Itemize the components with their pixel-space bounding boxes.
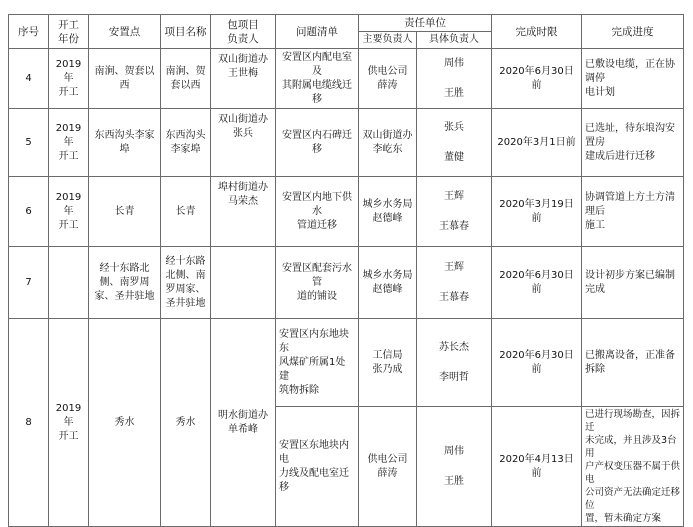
cell-problem: 安置区内石碑迁移	[276, 109, 359, 177]
cell-problem: 安置区内东地块东 风煤矿所属1处建 筑物拆除	[276, 319, 359, 407]
cell-package-owner: 明水街道办 单希峰	[211, 319, 276, 527]
specific-person-2: 王胜	[444, 87, 464, 99]
table-row	[9, 177, 684, 247]
cell-year: 2019年 开工	[49, 319, 89, 527]
cell-seq: 4	[9, 49, 49, 109]
cell-specific-responsible	[417, 319, 492, 407]
header-year: 开工 年份	[49, 15, 89, 49]
cell-seq: 7	[9, 247, 49, 319]
cell-main-responsible: 城乡水务局 赵德峰	[359, 247, 417, 319]
header-site: 安置点	[89, 15, 161, 49]
cell-deadline: 2020年6月30日前	[492, 247, 582, 319]
specific-person-1: 王辉	[444, 190, 464, 202]
specific-person-1: 周伟	[444, 57, 464, 69]
cell-main-responsible: 供电公司 薛涛	[359, 407, 417, 527]
cell-package-owner: 埠村街道办 马荣杰	[211, 177, 276, 247]
cell-progress: 已搬离设备，正准备拆除	[582, 319, 684, 407]
cell-site: 经十东路北 侧、南罗周 家、圣井驻地	[89, 247, 161, 319]
cell-specific-responsible	[417, 247, 492, 319]
cell-main-responsible: 供电公司 薛涛	[359, 49, 417, 109]
cell-progress: 已进行现场勘查，因拆迁 未完成，并且涉及3台用 户产权变压器不属于供电 公司资产无法确定迁移位 置，暂未确定方案	[582, 407, 684, 527]
cell-problem: 安置区内地下供水 管道迁移	[276, 177, 359, 247]
table-row	[9, 319, 684, 407]
cell-main-responsible: 城乡水务局 赵德峰	[359, 177, 417, 247]
cell-site: 秀水	[89, 319, 161, 527]
cell-site: 东西沟头李家 埠	[89, 109, 161, 177]
cell-problem: 安置区配套污水管 道的铺设	[276, 247, 359, 319]
header-progress: 完成进度	[582, 15, 684, 49]
header-responsible-unit: 责任单位	[359, 15, 492, 32]
specific-person-2: 王慕春	[439, 291, 469, 303]
cell-main-responsible: 双山街道办 李屹东	[359, 109, 417, 177]
cell-seq: 5	[9, 109, 49, 177]
cell-deadline: 2020年6月30日前	[492, 49, 582, 109]
cell-problem: 安置区内配电室及 其附属电缆线迁移	[276, 49, 359, 109]
specific-person-2: 王胜	[444, 475, 464, 487]
header-project: 项目名称	[161, 15, 211, 49]
cell-package-owner: 双山街道办 王世梅	[211, 49, 276, 109]
specific-person-1: 苏长杰	[439, 341, 469, 353]
cell-project: 东西沟头 李家埠	[161, 109, 211, 177]
cell-year: 2019年 开工	[49, 177, 89, 247]
header-main-responsible: 主要负责人	[359, 32, 417, 49]
specific-person-1: 张兵	[444, 121, 464, 133]
specific-person-2: 董健	[444, 151, 464, 163]
cell-deadline: 2020年6月30日前	[492, 319, 582, 407]
cell-project: 经十东路 北侧、南 罗周家、 圣井驻地	[161, 247, 211, 319]
header-specific-responsible: 具体负责人	[417, 32, 492, 49]
cell-deadline: 2020年3月1日前	[492, 109, 582, 177]
cell-progress: 设计初步方案已编制完成	[582, 247, 684, 319]
cell-year: 2019年 开工	[49, 49, 89, 109]
cell-specific-responsible	[417, 49, 492, 109]
cell-seq: 8	[9, 319, 49, 527]
cell-site: 南涧、贺套以 西	[89, 49, 161, 109]
cell-progress: 协调管道上方土方清理后 施工	[582, 177, 684, 247]
cell-deadline: 2020年4月13日前	[492, 407, 582, 527]
specific-person-1: 王辉	[444, 261, 464, 273]
specific-person-2: 李明哲	[439, 371, 469, 383]
cell-project: 长青	[161, 177, 211, 247]
cell-progress: 已敷设电缆，正在协调停 电计划	[582, 49, 684, 109]
header-problem: 问题清单	[276, 15, 359, 49]
cell-project: 南涧、贺 套以西	[161, 49, 211, 109]
cell-problem: 安置区东地块内电 力线及配电室迁移	[276, 407, 359, 527]
specific-person-2: 王慕春	[439, 220, 469, 232]
table-row	[9, 49, 684, 109]
header-seq: 序号	[9, 15, 49, 49]
cell-project: 秀水	[161, 319, 211, 527]
cell-site: 长青	[89, 177, 161, 247]
table-row	[9, 247, 684, 319]
cell-year: 2019年 开工	[49, 109, 89, 177]
cell-package-owner	[211, 247, 276, 319]
cell-seq: 6	[9, 177, 49, 247]
specific-person-1: 周伟	[444, 445, 464, 457]
table-row	[9, 109, 684, 177]
responsibility-table	[8, 14, 684, 527]
cell-deadline: 2020年3月19日前	[492, 177, 582, 247]
cell-main-responsible: 工信局 张乃成	[359, 319, 417, 407]
cell-specific-responsible	[417, 177, 492, 247]
header-package-owner: 包项目 负责人	[211, 15, 276, 49]
cell-package-owner: 双山街道办 张兵	[211, 109, 276, 177]
header-deadline: 完成时限	[492, 15, 582, 49]
cell-progress: 已选址，待东埌沟安置房 建成后进行迁移	[582, 109, 684, 177]
cell-specific-responsible	[417, 109, 492, 177]
cell-year	[49, 247, 89, 319]
cell-specific-responsible	[417, 407, 492, 527]
